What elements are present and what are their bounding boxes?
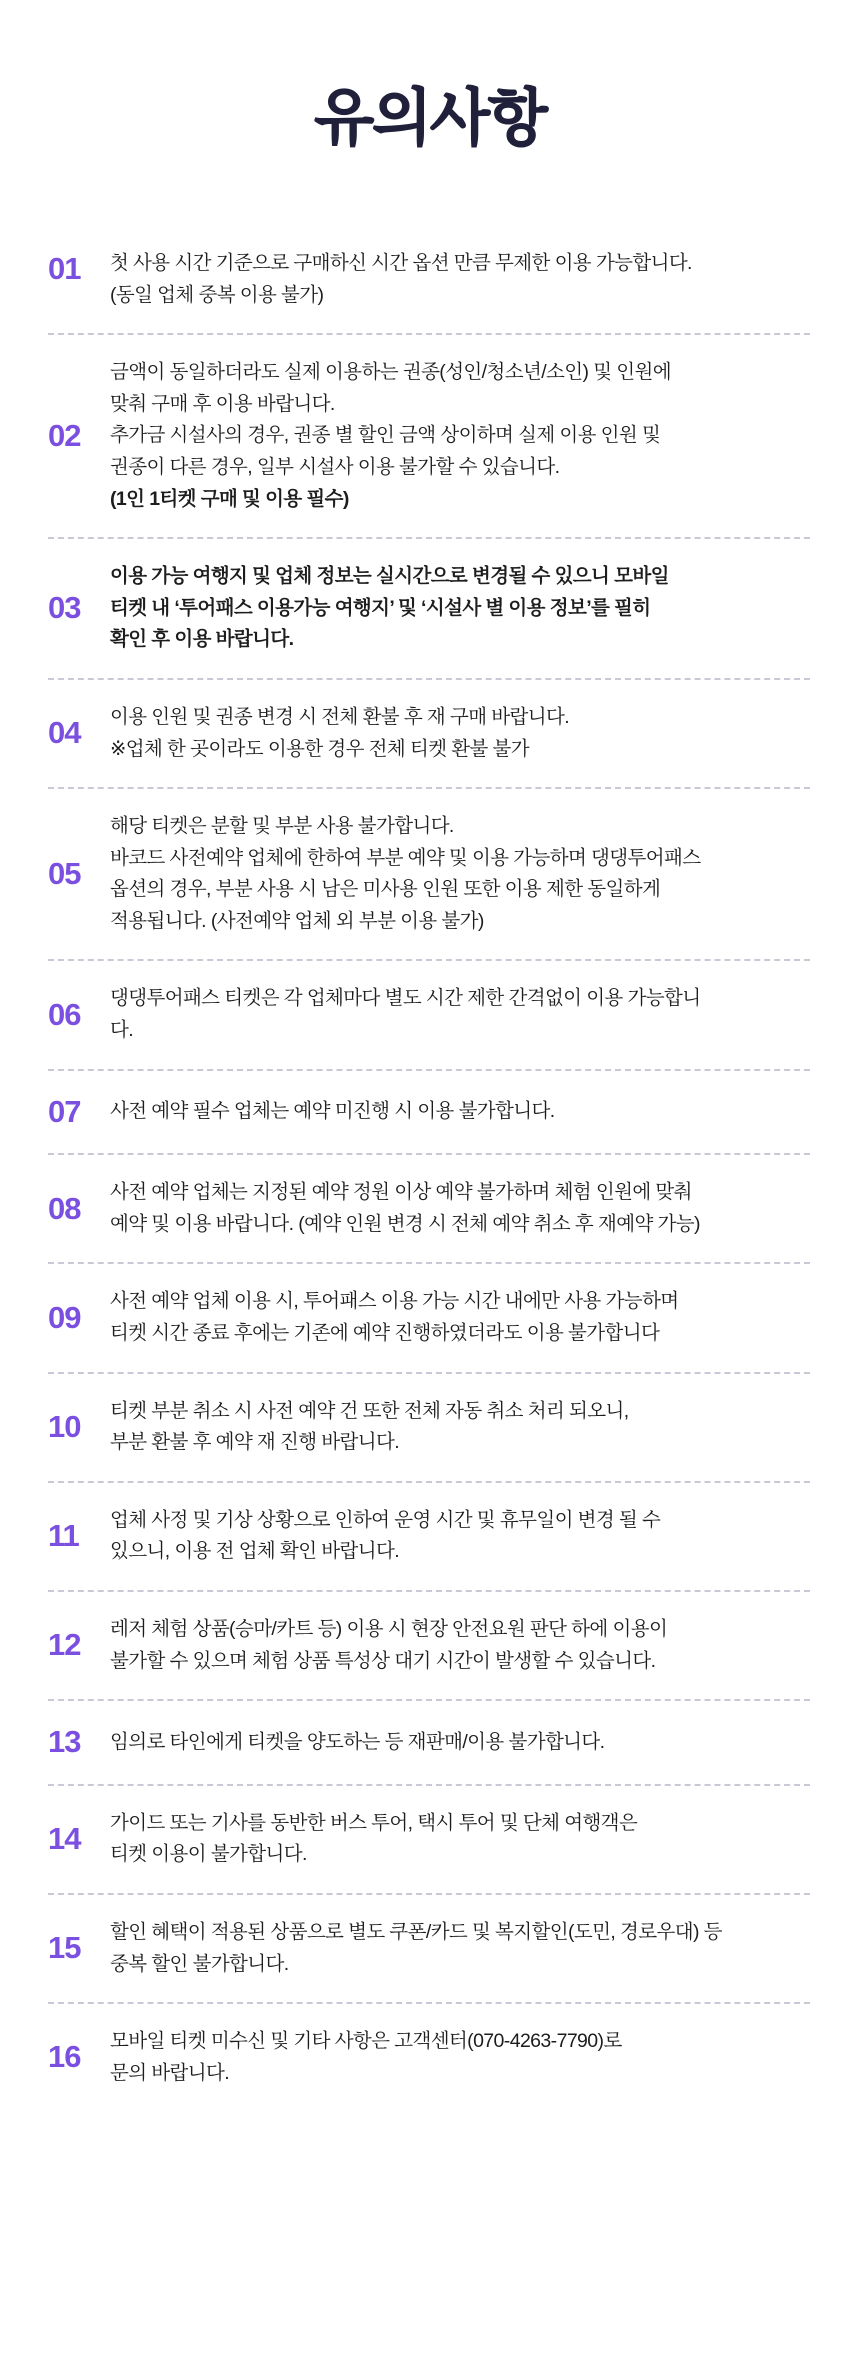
notice-number: 12: [48, 1627, 81, 1663]
page-title-section: [0, 0, 860, 226]
notice-line: 티켓 시간 종료 후에는 기존에 예약 진행하였더라도 이용 불가합니다: [110, 1322, 660, 1345]
notice-item: [48, 1483, 810, 1592]
notice-line: 첫 사용 시간 기준으로 구매하신 시간 옵션 만큼 무제한 이용 가능합니다.: [110, 252, 692, 275]
notice-item: [48, 2004, 810, 2111]
notice-number: 08: [48, 1190, 81, 1226]
notice-list: [0, 226, 860, 2111]
notice-line: 맞춰 구매 후 이용 바랍니다.: [110, 392, 335, 415]
notice-line: 문의 바랍니다.: [110, 2061, 230, 2084]
notice-item: [48, 1264, 810, 1373]
notice-item: [48, 1592, 810, 1701]
notice-text: [110, 1096, 810, 1128]
notice-line: (동일 업체 중복 이용 불가): [110, 283, 324, 306]
notice-number: 07: [48, 1093, 81, 1129]
notice-text: [110, 1727, 810, 1759]
notice-number: 06: [48, 996, 81, 1032]
notice-line: (1인 1티켓 구매 및 이용 필수): [110, 487, 349, 510]
notice-number: 14: [48, 1821, 81, 1857]
notice-item: [48, 1155, 810, 1264]
notice-line: 불가할 수 있으며 체험 상품 특성상 대기 시간이 발생할 수 있습니다.: [110, 1649, 656, 1672]
notice-text: [110, 1614, 810, 1677]
notice-item: [48, 1786, 810, 1895]
notice-number: 03: [48, 590, 81, 626]
notice-text: [110, 1286, 810, 1349]
notice-line: 임의로 타인에게 티켓을 양도하는 등 재판매/이용 불가합니다.: [110, 1730, 605, 1753]
notice-line: 댕댕투어패스 티켓은 각 업체마다 별도 시간 제한 간격없이 이용 가능합니: [110, 987, 701, 1010]
notice-line: 확인 후 이용 바랍니다.: [110, 628, 294, 651]
notice-item: [48, 1071, 810, 1156]
notice-text: [110, 2026, 810, 2089]
notice-line: 추가금 시설사의 경우, 권종 별 할인 금액 상이하며 실제 이용 인원 및: [110, 424, 661, 447]
notice-item: [48, 1701, 810, 1786]
notice-line: 다.: [110, 1018, 134, 1041]
notice-text: [110, 1808, 810, 1871]
notice-text: [110, 983, 810, 1046]
notice-line: 사전 예약 업체 이용 시, 투어패스 이용 가능 시간 내에만 사용 가능하며: [110, 1290, 679, 1313]
notice-line: 적용됩니다. (사전예약 업체 외 부분 이용 불가): [110, 909, 484, 932]
notice-number: 02: [48, 417, 81, 453]
notice-item: [48, 961, 810, 1070]
notice-line: 레저 체험 상품(승마/카트 등) 이용 시 현장 안전요원 판단 하에 이용이: [110, 1617, 668, 1640]
notice-number: 10: [48, 1408, 81, 1444]
notice-item: [48, 680, 810, 789]
notice-line: 금액이 동일하더라도 실제 이용하는 권종(성인/청소년/소인) 및 인원에: [110, 361, 671, 384]
notice-line: 해당 티켓은 분할 및 부분 사용 불가합니다.: [110, 815, 454, 838]
notice-item: [48, 789, 810, 961]
notice-item: [48, 226, 810, 335]
notice-number: 13: [48, 1724, 81, 1760]
notice-text: [110, 702, 810, 765]
page-title: 유의사항: [314, 83, 546, 153]
notice-text: [110, 1917, 810, 1980]
notice-number: 16: [48, 2039, 81, 2075]
notice-line: 사전 예약 필수 업체는 예약 미진행 시 이용 불가합니다.: [110, 1100, 555, 1123]
notice-number: 04: [48, 715, 81, 751]
notice-line: 권종이 다른 경우, 일부 시설사 이용 불가할 수 있습니다.: [110, 456, 560, 479]
notice-line: 사전 예약 업체는 지정된 예약 정원 이상 예약 불가하며 체험 인원에 맞춰: [110, 1181, 692, 1204]
notice-text: [110, 357, 810, 515]
notice-number: 11: [48, 1517, 79, 1553]
notice-line: 이용 인원 및 권종 변경 시 전체 환불 후 재 구매 바랍니다.: [110, 705, 570, 728]
notice-text: [110, 1505, 810, 1568]
notice-line: 이용 가능 여행지 및 업체 정보는 실시간으로 변경될 수 있으니 모바일: [110, 565, 669, 588]
notice-number: 09: [48, 1299, 81, 1335]
notice-line: 티켓 부분 취소 시 사전 예약 건 또한 전체 자동 취소 처리 되오니,: [110, 1399, 629, 1422]
notice-line: 예약 및 이용 바랍니다. (예약 인원 변경 시 전체 예약 취소 후 재예약 가능): [110, 1212, 700, 1235]
notice-line: 가이드 또는 기사를 동반한 버스 투어, 택시 투어 및 단체 여행객은: [110, 1811, 638, 1834]
notice-item: [48, 1895, 810, 2004]
notice-text: [110, 1396, 810, 1459]
notice-text: [110, 1177, 810, 1240]
notice-line: 부분 환불 후 예약 재 진행 바랍니다.: [110, 1431, 400, 1454]
notice-item: [48, 539, 810, 680]
notice-line: 옵션의 경우, 부분 사용 시 남은 미사용 인원 또한 이용 제한 동일하게: [110, 878, 661, 901]
notice-line: 있으니, 이용 전 업체 확인 바랍니다.: [110, 1540, 400, 1563]
notice-line: 티켓 내 ‘투어패스 이용가능 여행지’ 및 ‘시설사 별 이용 정보’를 필히: [110, 596, 651, 619]
notice-number: 01: [48, 251, 81, 287]
notice-line: ※업체 한 곳이라도 이용한 경우 전체 티켓 환불 불가: [110, 737, 530, 760]
notice-line: 티켓 이용이 불가합니다.: [110, 1843, 307, 1866]
notice-item: [48, 1374, 810, 1483]
notice-line: 업체 사정 및 기상 상황으로 인하여 운영 시간 및 휴무일이 변경 될 수: [110, 1508, 661, 1531]
notice-line: 중복 할인 불가합니다.: [110, 1952, 289, 1975]
notice-number: 05: [48, 855, 81, 891]
notice-line: 할인 혜택이 적용된 상품으로 별도 쿠폰/카드 및 복지할인(도민, 경로우대) 등: [110, 1921, 722, 1943]
notice-item: [48, 335, 810, 539]
notice-number: 15: [48, 1930, 81, 1966]
notice-line: 모바일 티켓 미수신 및 기타 사항은 고객센터(070-4263-7790)로: [110, 2030, 622, 2053]
notice-text: [110, 811, 810, 937]
notice-line: 바코드 사전예약 업체에 한하여 부분 예약 및 이용 가능하며 댕댕투어패스: [110, 846, 701, 869]
notice-text: [110, 561, 810, 656]
notice-text: [110, 248, 810, 311]
